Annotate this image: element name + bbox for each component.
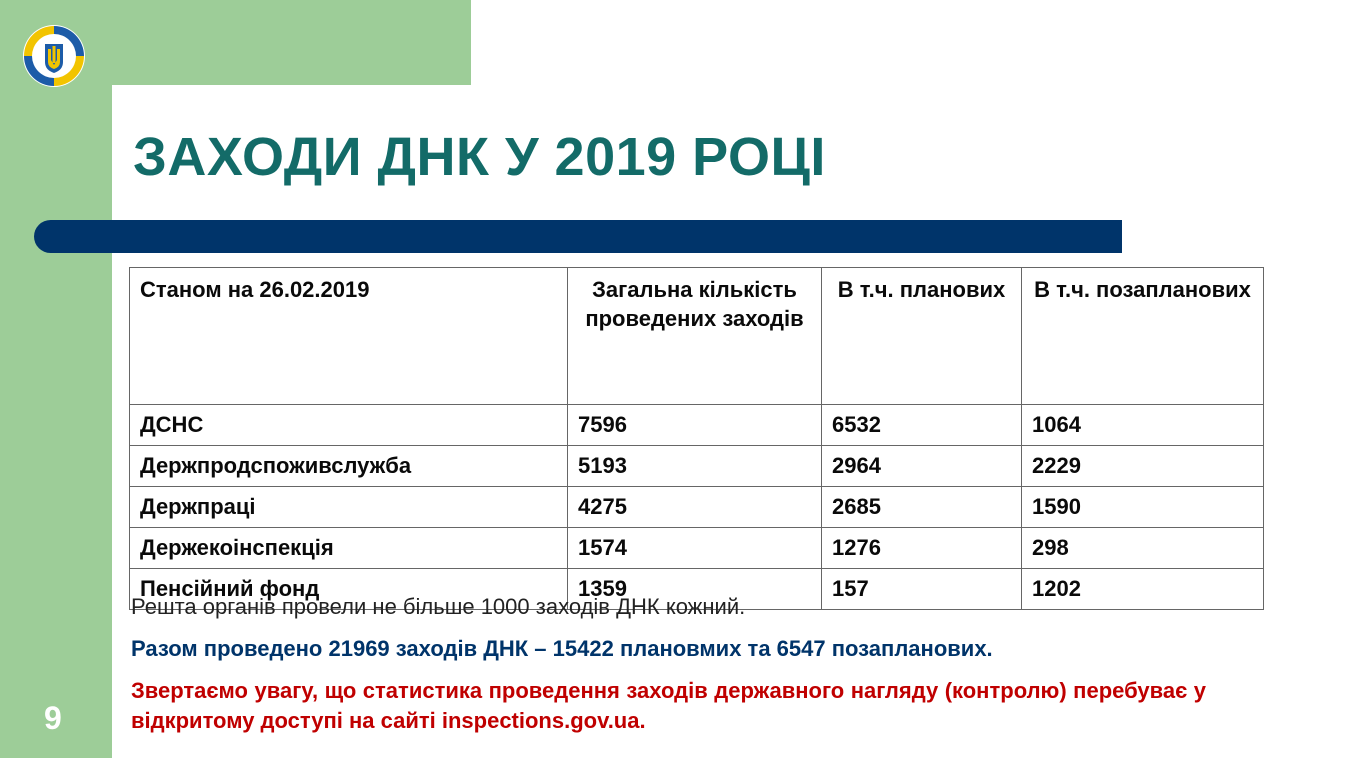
open-access-warning: Звертаємо увагу, що статистика проведення заходів державного нагляду (контролю) перебуває у відкритому доступі на сайті inspections.gov.ua. — [131, 678, 1206, 733]
agency-name: Держекоінспекція — [130, 528, 568, 569]
header-unplanned: В т.ч. позапланових — [1022, 268, 1264, 405]
agency-name: ДСНС — [130, 405, 568, 446]
unplanned-value: 1064 — [1022, 405, 1264, 446]
total-value: 5193 — [568, 446, 822, 487]
unplanned-value: 1202 — [1022, 569, 1264, 610]
planned-value: 6532 — [822, 405, 1022, 446]
header-date: Станом на 26.02.2019 — [130, 268, 568, 405]
agency-name: Держпродспоживслужба — [130, 446, 568, 487]
table-header-row — [130, 268, 1264, 405]
page-number: 9 — [44, 700, 62, 736]
unplanned-value: 298 — [1022, 528, 1264, 569]
summary-text: Разом проведено 21969 заходів ДНК – 15422 плановмих та 6547 позапланових. — [131, 636, 993, 661]
total-value: 1574 — [568, 528, 822, 569]
left-green-band — [0, 0, 112, 758]
agency-name: Пенсійний фонд — [130, 569, 568, 610]
planned-value: 2964 — [822, 446, 1022, 487]
page-title: ЗАХОДИ ДНК У 2019 РОЦІ — [133, 127, 826, 187]
table-row — [130, 446, 1264, 487]
inspections-table — [129, 267, 1264, 610]
total-value: 1359 — [568, 569, 822, 610]
total-value: 4275 — [568, 487, 822, 528]
table-row — [130, 528, 1264, 569]
agency-name: Держпраці — [130, 487, 568, 528]
table-row — [130, 487, 1264, 528]
total-value: 7596 — [568, 405, 822, 446]
planned-value: 2685 — [822, 487, 1022, 528]
unplanned-value: 1590 — [1022, 487, 1264, 528]
planned-value: 1276 — [822, 528, 1022, 569]
title-underline-bar — [34, 220, 1122, 253]
header-planned: В т.ч. планових — [822, 268, 1022, 405]
remaining-agencies-note: Решта органів провели не більше 1000 заходів ДНК кожний. — [131, 594, 746, 619]
table-row — [130, 405, 1264, 446]
unplanned-value: 2229 — [1022, 446, 1264, 487]
header-total: Загальна кількість проведених заходів — [568, 268, 822, 405]
emblem-logo-icon — [20, 22, 88, 90]
planned-value: 157 — [822, 569, 1022, 610]
